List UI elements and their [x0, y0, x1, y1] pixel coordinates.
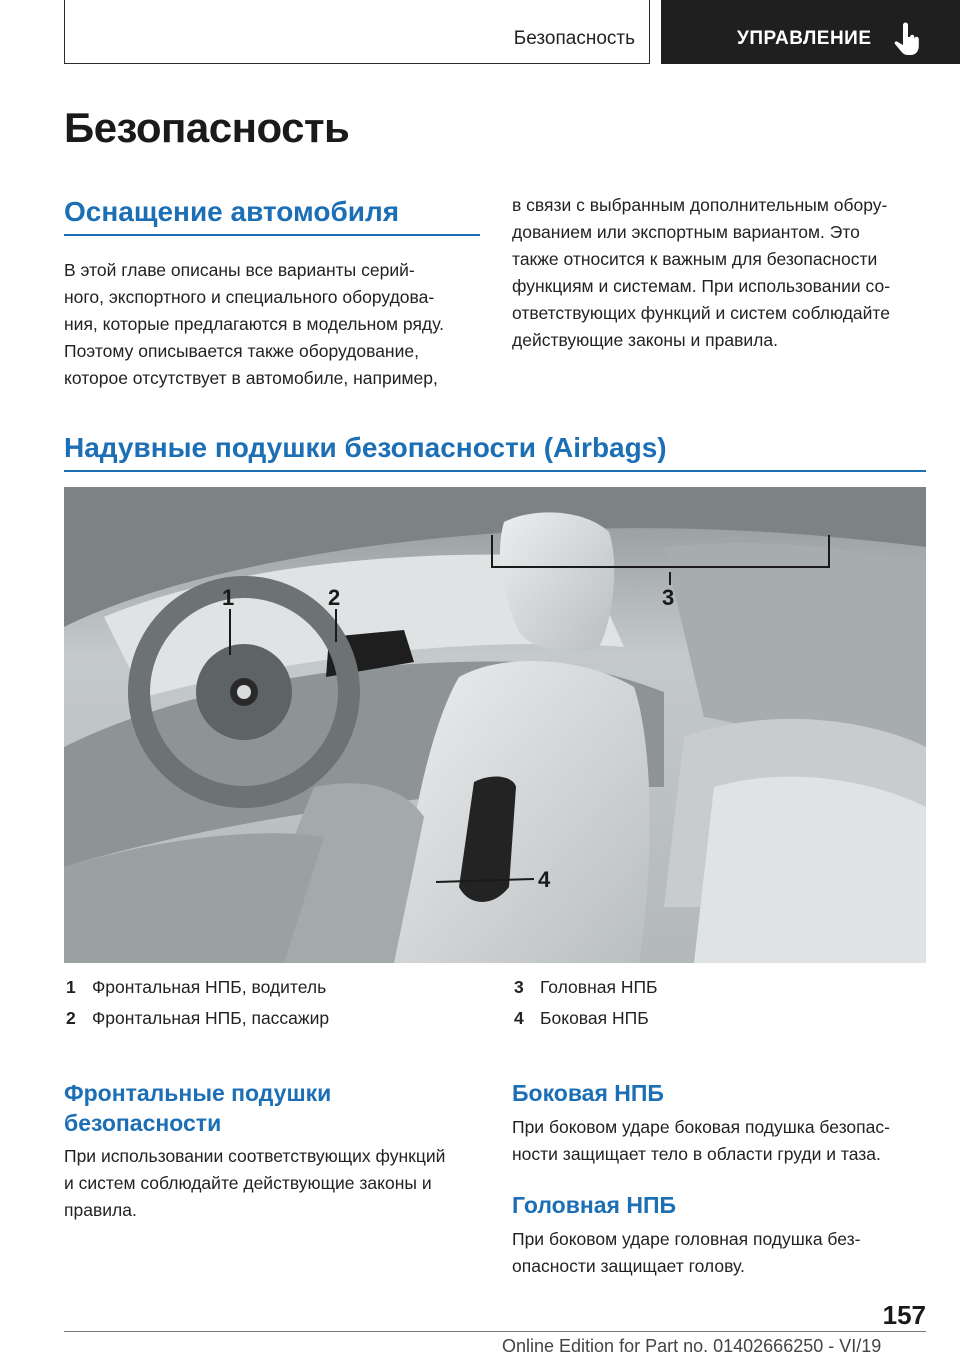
callout-1: 1: [222, 585, 235, 610]
front-airbags-heading: Фронтальные подушки безопасности: [64, 1080, 332, 1136]
page-title: Безопасность: [64, 104, 350, 151]
airbags-heading: Надувные подушки безопасности (Airbags): [64, 432, 667, 463]
equipment-paragraph-right: в связи с выбранным дополнительным обору- дованием или экспортным вариантом. Это также относится к важным для безопасности функциям и системам. При использовании со- ответствующих функций и систем соблюдайте действующие законы и правила.: [512, 195, 891, 350]
equipment-heading: Оснащение автомобиля: [64, 196, 400, 227]
hand-pointer-icon: [893, 22, 921, 56]
side-airbag-heading: Боковая НПБ: [512, 1080, 664, 1106]
header-tab-label: УПРАВЛЕНИЕ: [737, 28, 872, 49]
airbags-heading-rule: [64, 470, 926, 472]
header-frame: [64, 0, 650, 64]
footer-edition-text: Online Edition for Part no. 01402666250 - VI/19: [502, 1336, 882, 1356]
front-airbags-paragraph: При использовании соответствующих функций и систем соблюдайте действующие законы и правила.: [64, 1146, 446, 1220]
callout-4: 4: [538, 867, 551, 892]
airbag-locations-illustration: [64, 487, 926, 963]
equipment-paragraph-left: В этой главе описаны все варианты серий- ного, экспортного и специального оборудова- ния, которые предлагаются в модельном ряду. Поэтому описывается также оборудование, которое отсутствует в автомобиле, например,: [64, 260, 444, 388]
header-tab-control[interactable]: [661, 0, 960, 64]
header-section-title: Безопасность: [513, 28, 635, 49]
equipment-heading-rule: [64, 234, 480, 236]
head-airbag-heading: Головная НПБ: [512, 1192, 677, 1218]
page-number: 157: [882, 1300, 926, 1330]
callout-3: 3: [662, 585, 675, 610]
footer-rule: [64, 1331, 926, 1332]
side-airbag-paragraph: При боковом ударе боковая подушка безопас- ности защищает тело в области груди и таза.: [512, 1117, 890, 1164]
head-airbag-paragraph: При боковом ударе головная подушка без- опасности защищает голову.: [512, 1229, 861, 1276]
callout-2: 2: [328, 585, 341, 610]
